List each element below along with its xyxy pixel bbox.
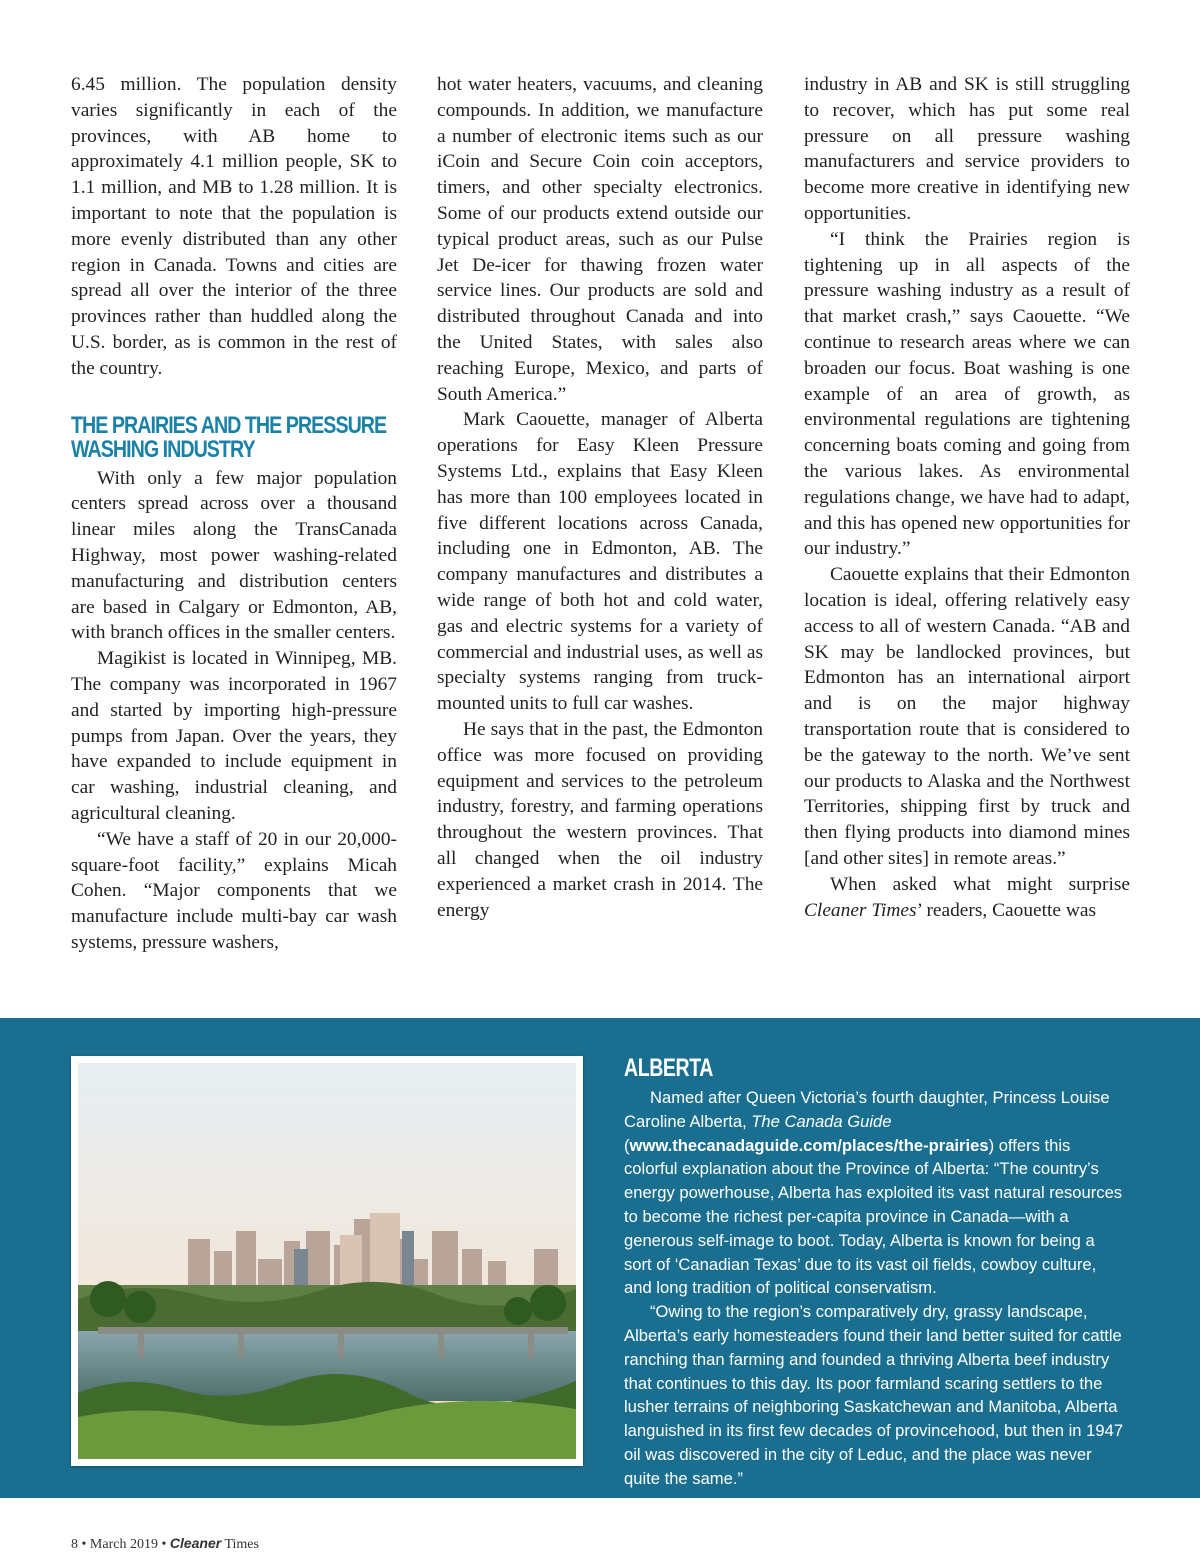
page-footer — [71, 1535, 259, 1553]
article-body — [0, 72, 1200, 1002]
sidebar-text-run: Named after Queen Victoria’s fourth daughter, Princess Louise Caroline Alberta, — [624, 1088, 1110, 1131]
publication-name: Cleaner Times — [804, 899, 917, 921]
paragraph: industry in AB and SK is still struggling to recover, which has put some real pressure on all pressure washing manufacturers and service providers to become more creative in identifying new opportunities. — [804, 74, 1130, 224]
sidebar-paragraph: “Owing to the region’s comparatively dry, grassy landscape, Alberta’s early homesteaders found their land better suited for cattle ranching than farming and founded a thriving Alberta beef industry that continues to this day. Its poor farmland scaring settlers to the lusher terrains of neighboring Saskatchewan and Manitoba, Alberta languished in its first few decades of provincehood, but then in 1947 oil was discovered in the city of Leduc, and the place was never quite the same.” — [624, 1302, 1124, 1488]
sidebar-text-run: ( — [624, 1135, 630, 1155]
sidebar-heading: ALBERTA — [624, 1054, 713, 1082]
photo-frame — [71, 1056, 583, 1466]
paragraph: 6.45 million. The population density varies significantly in each of the provinces, with AB home to approximately 4.1 million people, SK to 1.1 million, and MB to 1.28 million. It is important to note that the population is more evenly distributed than any other region in Canada. Towns and cities are spread all over the interior of the three provinces rather than huddled along the U.S. border, as is common in the rest of the country. — [71, 74, 397, 379]
article-column-3 — [804, 72, 1130, 923]
page-number: 8 — [71, 1537, 78, 1552]
source-url: www.thecanadaguide.com/places/the-prairies — [629, 1135, 989, 1155]
paragraph: hot water heaters, vacuums, and cleaning compounds. In addition, we manufacture a number of electronic items such as our iCoin and Secure Coin coin acceptors, timers, and other specialty electronics. Some of our products extend outside our typical product areas, such as our Pulse Jet De-icer for thawing frozen water service lines. Our products are sold and distributed throughout Canada and into the United States, with sales also reaching Europe, Mexico, and parts of South America.” — [437, 74, 763, 405]
edmonton-skyline-illustration — [78, 1063, 576, 1459]
paragraph-text: When asked what might surprise — [830, 873, 1130, 895]
article-column-2 — [437, 72, 763, 923]
sidebar-text-run: ) offers this colorful explanation about the Province of Alberta: “The country’s energy powerhouse, Alberta has exploited its vast natural resources to become the richest per-capita province in Canada—with a generous self-image to boot. Today, Alberta is known for being a sort of ‘Canadian Texas’ due to its vast oil fields, cowboy culture, and long tradition of political conservatism. — [624, 1135, 1123, 1298]
paragraph: With only a few major population centers spread across over a thousand linear miles along the TransCanada Highway, most power washing-related manufacturing and distribution centers are based in Calgary or Edmonton, AB, with branch offices in the smaller centers. — [71, 467, 397, 644]
paragraph: Mark Caouette, manager of Alberta operations for Easy Kleen Pressure Systems Ltd., explains that Easy Kleen has more than 100 employees located in five different locations across Canada, including one in Edmonton, AB. The company manufactures and distributes a wide range of both hot and cold water, gas and electric systems for a variety of commercial and industrial uses, as well as specialty systems ranging from truck-mounted units to full car washes. — [437, 409, 763, 715]
section-heading: THE PRAIRIES AND THE PRESSURE WASHING INDUSTRY — [71, 411, 387, 463]
footer-separator: • — [78, 1537, 90, 1552]
alberta-sidebar — [0, 1018, 1200, 1498]
paragraph: Caouette explains that their Edmonton location is ideal, offering relatively easy access to all of western Canada. “AB and SK may be landlocked provinces, but Edmonton has an international airport and is on the major highway transportation route that is considered to be the gateway to the north. We’ve sent our products to Alaska and the Northwest Territories, shipping first by truck and then flying products into diamond mines [and other sites] in remote areas.” — [804, 564, 1130, 869]
magazine-name-part: Times — [221, 1537, 259, 1552]
city-skyline-photo — [78, 1063, 576, 1459]
issue-date: March 2019 — [89, 1537, 158, 1552]
paragraph-text: ’ readers, Caouette was — [916, 899, 1097, 921]
paragraph: “We have a staff of 20 in our 20,000-square-foot facility,” explains Micah Cohen. “Major components that we manufacture include multi-bay car wash systems, pressure washers, — [71, 828, 397, 953]
paragraph: “I think the Prairies region is tightening up in all aspects of the pressure washing industry as a result of that market crash,” says Caouette. “We continue to research areas where we can broaden our focus. Boat washing is one example of an area of growth, as environmental regulations are tightening concerning boats coming and going from the various lakes. As environmental regulations change, we have had to adapt, and this has opened new opportunities for our industry.” — [804, 228, 1130, 560]
magazine-name-part: Cleaner — [169, 1535, 222, 1551]
article-column-1 — [71, 72, 397, 956]
publication-name: The Canada Guide — [751, 1111, 892, 1131]
paragraph — [804, 872, 1130, 924]
paragraph: Magikist is located in Winnipeg, MB. The company was incorporated in 1967 and started by importing high-pressure pumps from Japan. Over the years, they have expanded to include equipment in car washing, industrial cleaning, and agricultural cleaning. — [71, 648, 397, 824]
sidebar-text — [624, 1054, 1124, 1491]
sidebar-paragraph — [624, 1086, 1124, 1300]
footer-separator: • — [157, 1537, 170, 1552]
paragraph: He says that in the past, the Edmonton office was more focused on providing equipment and services to the petroleum industry, forestry, and farming operations throughout the western provinces. That all changed when the oil industry experienced a market crash in 2014. The energy — [437, 718, 763, 921]
